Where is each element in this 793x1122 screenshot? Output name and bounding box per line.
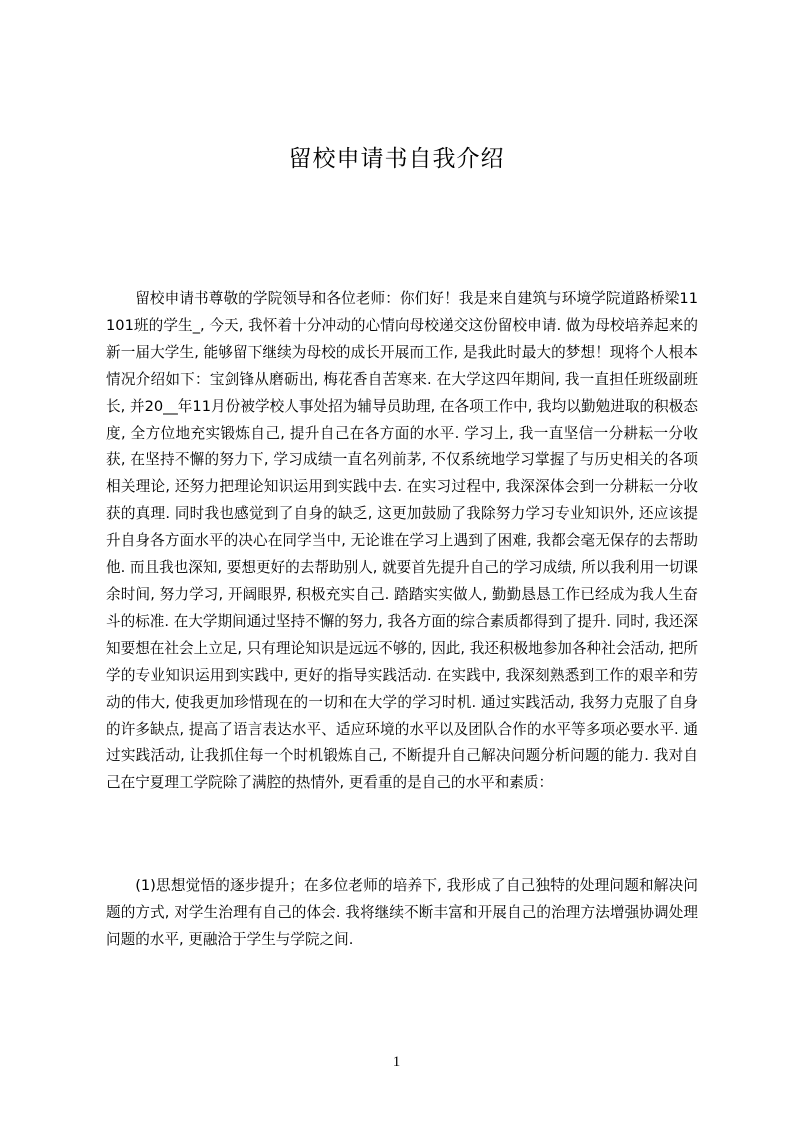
body-paragraph-2: (1)思想觉悟的逐步提升；在多位老师的培养下, 我形成了自己独特的处理问题和解决问题的方式, 对学生治理有自己的体会. 我将继续不断丰富和开展自己的治理方法增强协调处理问题的水平, 更融洽于学生与学院之间.: [106, 877, 698, 948]
document-title: 留校申请书自我介绍: [288, 146, 505, 172]
page-number: 1: [392, 1054, 401, 1070]
body-paragraph-1: 留校申请书尊敬的学院领导和各位老师：你们好！我是来自建筑与环境学院道路桥梁11101班的学生_, 今天, 我怀着十分冲动的心情向母校递交这份留校申请. 做为母校培养起来的新一届大学生, 能够留下继续为母校的成长开展而工作, 是我此时最大的梦想！现将个人根本情况介绍如下：宝剑锋从磨砺出, 梅花香自苦寒来. 在大学这四年期间, 我一直担任班级副班长, 并20__年11月份被学校人事处招为辅导员助理, 在各项工作中, 我均以勤勉进取的积极态度, 全方位地充实锻炼自己, 提升自己在各方面的水平. 学习上, 我一直坚信一分耕耘一分收获, 在坚持不懈的努力下, 学习成绩一直名列前茅, 不仅系统地学习掌握了与历史相关的各项相关理论, 还努力把理论知识运用到实践中去. 在实习过程中, 我深深体会到一分耕耘一分收获的真理. 同时我也感觉到了自身的缺乏, 这更加鼓励了我除努力学习专业知识外, 还应该提升自身各方面水平的决心在同学当中, 无论谁在学习上遇到了困难, 我都会毫无保存的去帮助他. 而且我也深知, 要想更好的去帮助别人, 就要首先提升自己的学习成绩, 所以我利用一切课余时间, 努力学习, 开阔眼界, 积极充实自己. 踏踏实实做人, 勤勤恳恳工作已经成为我人生奋斗的标准. 在大学期间通过坚持不懈的努力, 我各方面的综合素质都得到了提升. 同时, 我还深知要想在社会上立足, 只有理论知识是远远不够的, 因此, 我还积极地参加各种社会活动, 把所学的专业知识运用到实践中, 更好的指导实践活动. 在实践中, 我深刻熟悉到工作的艰辛和劳动的伟大, 使我更加珍惜现在的一切和在大学的学习时机. 通过实践活动, 我努力克服了自身的许多缺点, 提高了语言表达水平、适应环境的水平以及团队合作的水平等多项必要水平. 通过实践活动, 让我抓住每一个时机锻炼自己, 不断提升自己解决问题分析问题的能力. 我对自己在宁夏理工学院除了满腔的热情外, 更看重的是自己的水平和素质：: [106, 290, 698, 792]
